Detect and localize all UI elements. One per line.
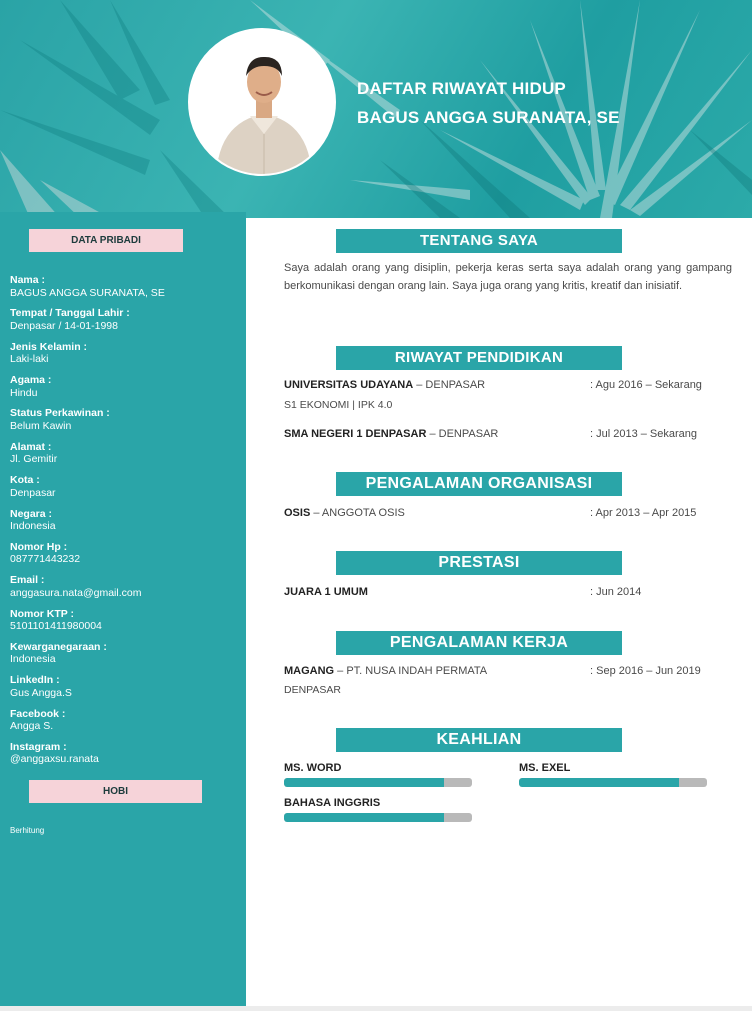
personal-field: [10, 341, 240, 366]
personal-field: [10, 307, 240, 332]
skill-bar: [284, 813, 472, 822]
skill-bar-fill: [284, 778, 444, 787]
skill-bar: [519, 778, 707, 787]
education-name: UNIVERSITAS UDAYANA: [284, 379, 414, 391]
organization-name: OSIS: [284, 507, 311, 519]
personal-field-value: Denpasar: [10, 486, 56, 499]
personal-field-value: Belum Kawin: [10, 419, 72, 432]
personal-field-value: @anggaxsu.ranata: [10, 753, 99, 766]
work-name: MAGANG: [284, 665, 335, 677]
page-title: [357, 74, 620, 132]
prestasi-heading: PRESTASI: [336, 551, 622, 575]
personal-field: [10, 374, 240, 399]
personal-field-label: Kewarganegaraan :: [10, 640, 107, 653]
personal-field-label: Nomor KTP :: [10, 607, 74, 620]
achievement-date: : Jun 2014: [590, 586, 642, 598]
data-pribadi-heading: DATA PRIBADI: [29, 229, 183, 252]
skill-bar: [284, 778, 472, 787]
personal-field-value: Denpasar / 14-01-1998: [10, 319, 118, 332]
personal-field-label: Nama :: [10, 274, 46, 286]
person-avatar-icon: [190, 30, 336, 176]
pendidikan-heading: RIWAYAT PENDIDIKAN: [336, 346, 622, 370]
work-detail: DENPASAR: [284, 684, 341, 696]
organisasi-heading: PENGALAMAN ORGANISASI: [336, 472, 622, 496]
keahlian-heading: KEAHLIAN: [336, 728, 622, 752]
personal-field: [10, 474, 240, 499]
education-detail: S1 EKONOMI | IPK 4.0: [284, 399, 393, 411]
header-banner: [0, 0, 752, 218]
personal-field-value: BAGUS ANGGA SURANATA, SE: [10, 286, 165, 299]
education-row: [284, 378, 485, 392]
personal-field-value: Gus Angga.S: [10, 686, 72, 699]
personal-field-value: Indonesia: [10, 520, 56, 532]
achievement-row: [284, 585, 368, 599]
hobi-heading: HOBI: [29, 780, 202, 803]
personal-field: [10, 508, 240, 533]
about-text: Saya adalah orang yang disiplin, pekerja keras serta saya adalah orang yang gampang berkomunikasi dengan orang lain. Saya juga orang yang kritis, kreatif dan inisiatif.: [284, 262, 732, 292]
personal-field-value: 5101101411980004: [10, 620, 102, 632]
skill-name: MS. EXEL: [519, 762, 571, 774]
personal-field-value: Indonesia: [10, 653, 56, 666]
personal-field: [10, 608, 240, 633]
organization-date: : Apr 2013 – Apr 2015: [590, 507, 697, 519]
personal-field: [10, 441, 240, 466]
achievement-name: JUARA 1 UMUM: [284, 586, 368, 598]
work-company: – PT. NUSA INDAH PERMATA: [334, 665, 488, 677]
organization-role: – ANGGOTA OSIS: [310, 507, 405, 519]
skill-bar-fill: [284, 813, 444, 822]
hobby-item: Berhitung: [10, 826, 45, 835]
personal-field-label: Alamat :: [10, 440, 52, 453]
skill-name: MS. WORD: [284, 762, 342, 774]
personal-field: [10, 674, 240, 699]
tentang-heading: TENTANG SAYA: [336, 229, 622, 253]
title-line-1: DAFTAR RIWAYAT HIDUP: [357, 79, 566, 98]
personal-field-label: Tempat / Tanggal Lahir :: [10, 307, 130, 320]
organization-row: [284, 506, 405, 520]
work-date: : Sep 2016 – Jun 2019: [590, 665, 701, 677]
skill-name: BAHASA INGGRIS: [284, 797, 381, 809]
personal-field: [10, 641, 240, 666]
personal-field-label: Kota :: [10, 474, 40, 487]
personal-field-label: Negara :: [10, 507, 53, 520]
personal-field-value: anggasura.nata@gmail.com: [10, 586, 142, 599]
kerja-heading: PENGALAMAN KERJA: [336, 631, 622, 655]
education-date: : Jul 2013 – Sekarang: [590, 428, 698, 440]
personal-field-value: Angga S.: [10, 720, 54, 732]
personal-field: [10, 274, 240, 299]
personal-field-label: Email :: [10, 574, 45, 587]
personal-field-label: Instagram :: [10, 740, 67, 753]
education-date: : Agu 2016 – Sekarang: [590, 379, 702, 391]
personal-field-label: Jenis Kelamin :: [10, 340, 88, 353]
education-place: – DENPASAR: [413, 379, 486, 391]
education-place: – DENPASAR: [426, 428, 499, 440]
profile-photo: [188, 28, 336, 176]
education-row: [284, 427, 498, 441]
personal-field: [10, 407, 240, 432]
personal-field: [10, 574, 240, 599]
title-line-2: BAGUS ANGGA SURANATA, SE: [357, 108, 620, 127]
personal-field-label: Facebook :: [10, 707, 66, 720]
personal-field-label: Status Perkawinan :: [10, 407, 110, 420]
personal-field-label: LinkedIn :: [10, 674, 60, 687]
personal-field: [10, 541, 240, 566]
personal-field-value: Jl. Gemitir: [10, 453, 58, 466]
personal-field: [10, 708, 240, 733]
skill-bar-fill: [519, 778, 679, 787]
personal-field-label: Agama :: [10, 374, 52, 387]
personal-field-value: Laki-laki: [10, 353, 49, 366]
personal-field-value: 087771443232: [10, 553, 81, 566]
personal-field-value: Hindu: [10, 386, 38, 399]
work-row: [284, 664, 487, 678]
personal-field-label: Nomor Hp :: [10, 540, 68, 553]
education-name: SMA NEGERI 1 DENPASAR: [284, 428, 427, 440]
personal-field: [10, 741, 240, 766]
